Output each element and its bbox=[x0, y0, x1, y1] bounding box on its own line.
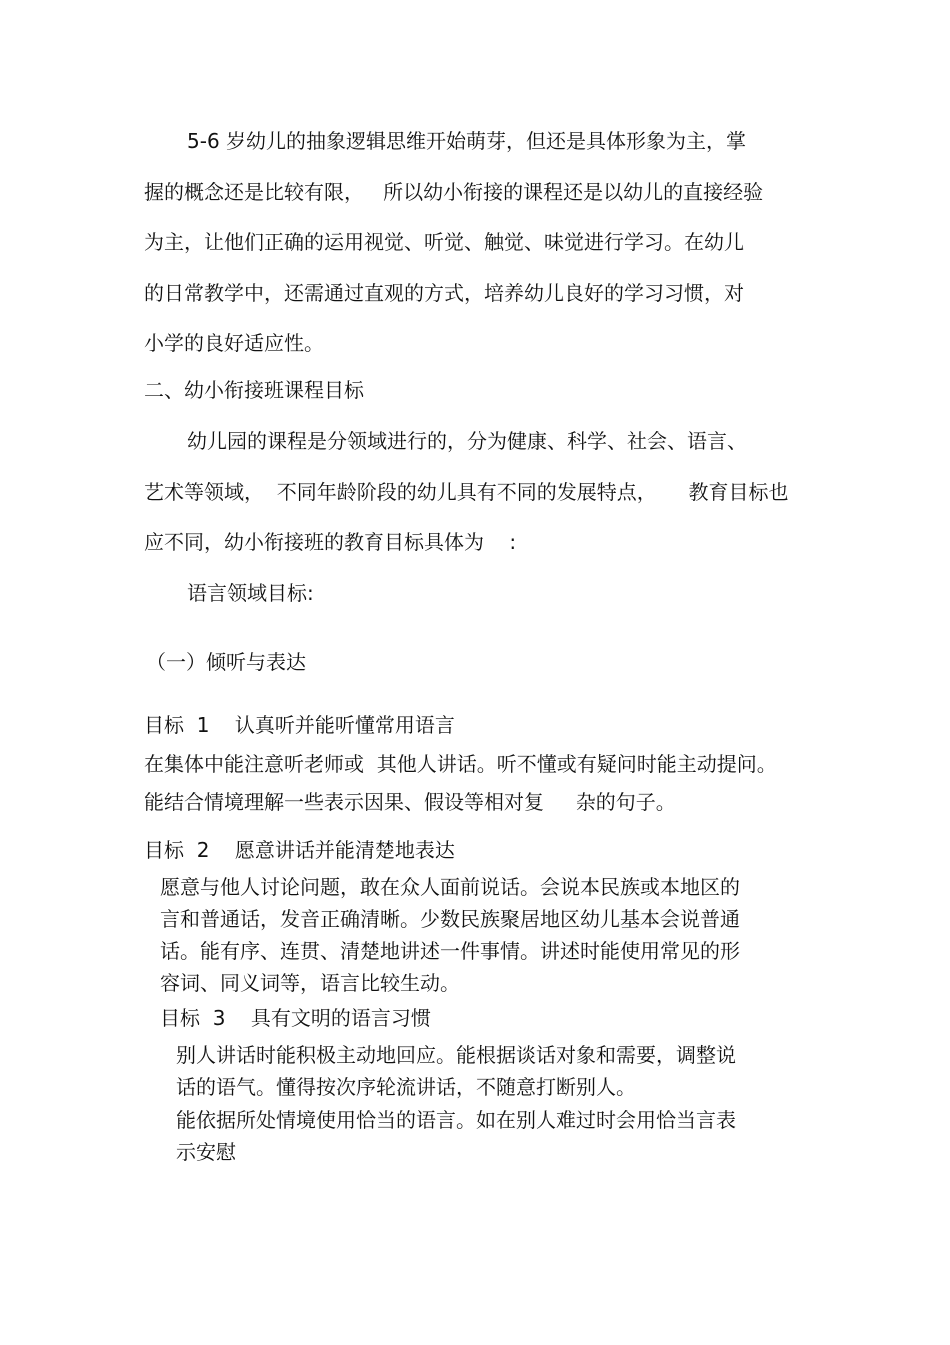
subsection-heading: （一）倾听与表达 bbox=[146, 650, 306, 674]
section-paragraph-line: 应不同，幼小衔接班的教育目标具体为 : bbox=[144, 530, 517, 554]
goal-title: 目标 3 具有文明的语言习惯 bbox=[160, 1006, 431, 1030]
goal-text-line: 能结合情境理解一些表示因果、假设等相对复 杂的句子。 bbox=[144, 790, 676, 814]
goal-text-line: 话的语气。懂得按次序轮流讲话，不随意打断别人。 bbox=[176, 1075, 636, 1099]
goal-text-line: 别人讲话时能积极主动地回应。能根据谈话对象和需要，调整说 bbox=[176, 1043, 736, 1067]
goal-text-line: 能依据所处情境使用恰当的语言。如在别人难过时会用恰当言表 bbox=[176, 1108, 736, 1132]
intro-paragraph-line: 5-6 岁幼儿的抽象逻辑思维开始萌芽，但还是具体形象为主，掌 bbox=[187, 129, 747, 153]
intro-paragraph-line: 为主，让他们正确的运用视觉、听觉、触觉、味觉进行学习。在幼儿 bbox=[144, 230, 744, 254]
goal-text-line: 容词、同义词等，语言比较生动。 bbox=[160, 971, 460, 995]
section-heading: 二、幼小衔接班课程目标 bbox=[144, 378, 364, 402]
goal-title: 目标 1 认真听并能听懂常用语言 bbox=[144, 713, 455, 737]
intro-paragraph-line: 小学的良好适应性。 bbox=[144, 331, 324, 355]
goal-text-line: 愿意与他人讨论问题，敢在众人面前说话。会说本民族或本地区的 bbox=[160, 875, 740, 899]
goal-text-line: 话。能有序、连贯、清楚地讲述一件事情。讲述时能使用常见的形 bbox=[160, 939, 740, 963]
section-paragraph-line: 艺术等领域， 不同年龄阶段的幼儿具有不同的发展特点， 教育目标也 bbox=[144, 480, 789, 504]
goal-text-line: 示安慰 bbox=[176, 1140, 236, 1164]
goal-text-line: 在集体中能注意听老师或 其他人讲话。听不懂或有疑问时能主动提问。 bbox=[144, 752, 777, 776]
section-paragraph-line: 幼儿园的课程是分领域进行的，分为健康、科学、社会、语言、 bbox=[187, 429, 747, 453]
domain-heading: 语言领域目标: bbox=[187, 581, 314, 605]
intro-paragraph-line: 的日常教学中，还需通过直观的方式，培养幼儿良好的学习习惯，对 bbox=[144, 281, 744, 305]
goal-text-line: 言和普通话，发音正确清晰。少数民族聚居地区幼儿基本会说普通 bbox=[160, 907, 740, 931]
intro-paragraph-line: 握的概念还是比较有限， 所以幼小衔接的课程还是以幼儿的直接经验 bbox=[144, 180, 764, 204]
goal-title: 目标 2 愿意讲话并能清楚地表达 bbox=[144, 838, 455, 862]
